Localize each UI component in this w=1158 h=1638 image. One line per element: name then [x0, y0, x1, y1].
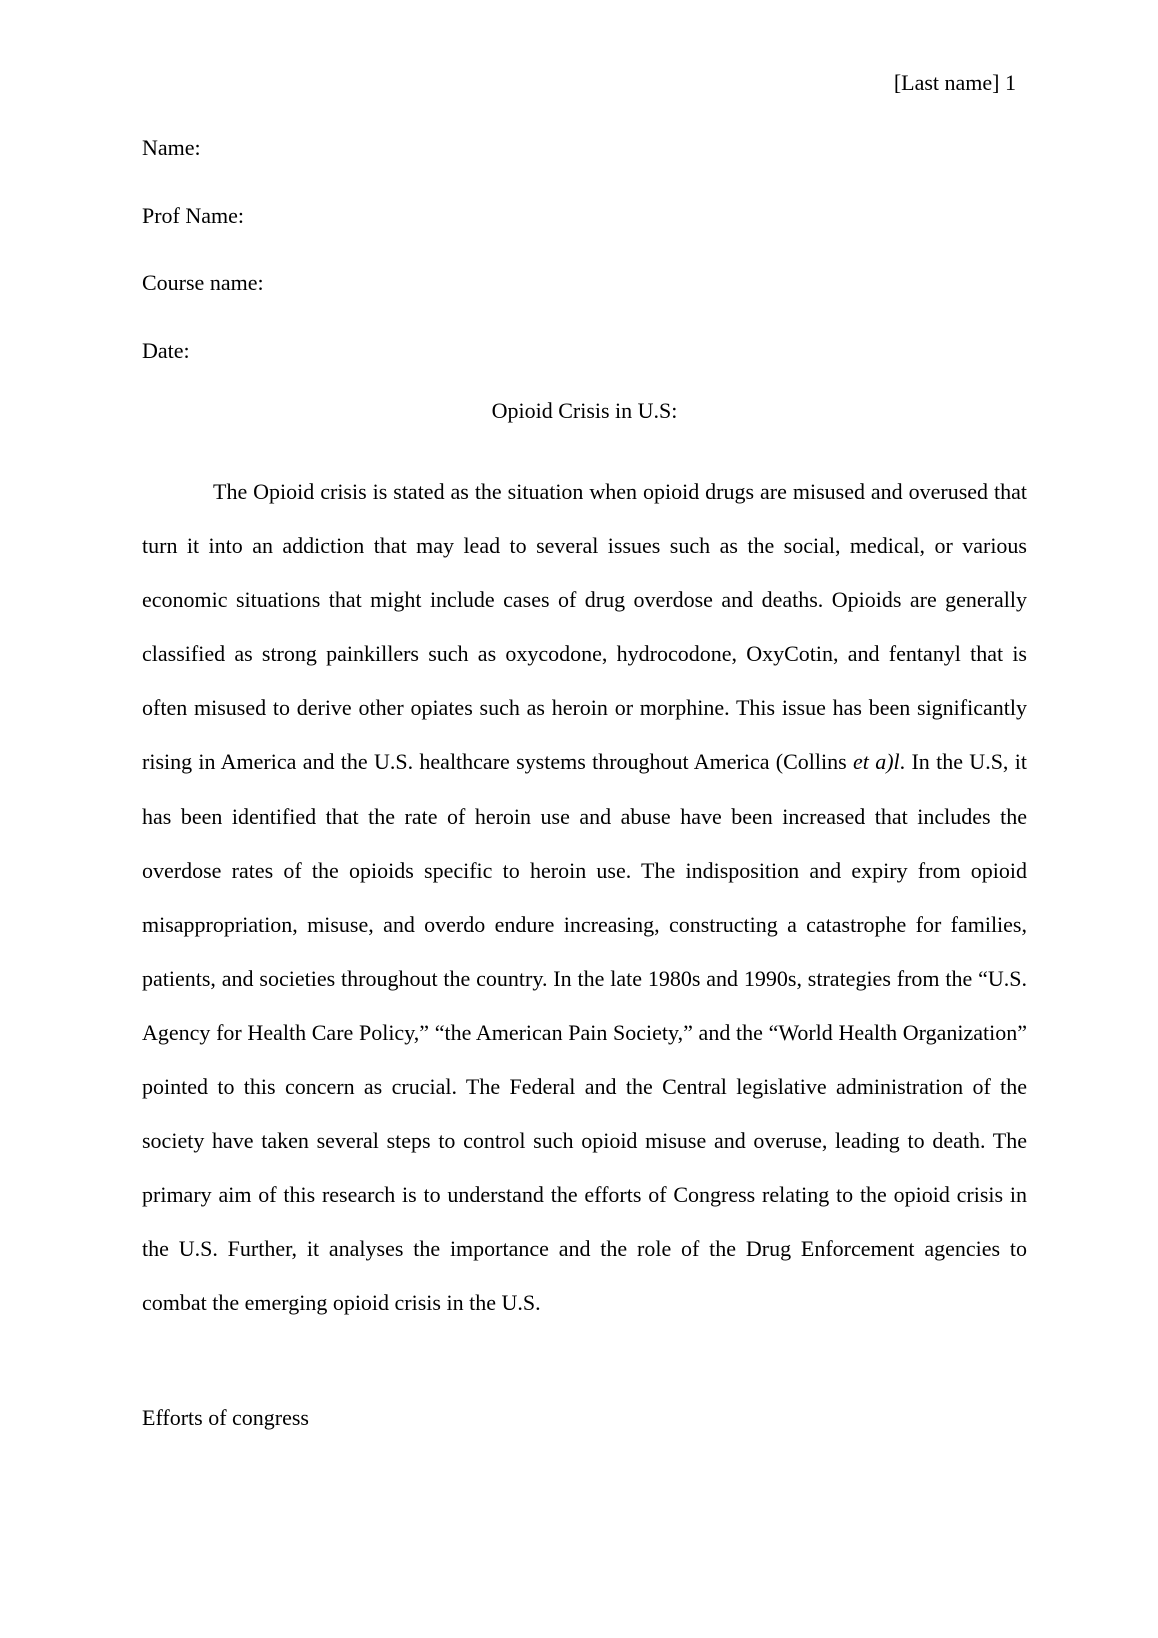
- paragraph-text-part1: The Opioid crisis is stated as the situation when opioid drugs are misused and overused that turn it into an addiction that may lead to several issues such as the social, medical, or various economic situations that might include cases of drug overdose and deaths. Opioids are generally classified as strong painkillers such as oxycodone, hydrocodone, OxyCotin, and fentanyl that is often misused to derive other opiates such as heroin or morphine. This issue has been significantly rising in America and the U.S. healthcare systems throughout America (Collins: [142, 479, 1027, 775]
- paragraph-text-part2: . In the U.S, it has been identified that the rate of heroin use and abuse have been increased that includes the overdose rates of the opioids specific to heroin use. The indisposition and expiry from opioid misappropriation, misuse, and overdo endure increasing, constructing a catastrophe for families, patients, and societies throughout the country. In the late 1980s and 1990s, strategies from the “U.S. Agency for Health Care Policy,” “the American Pain Society,” and the “World Health Organization” pointed to this concern as crucial. The Federal and the Central legislative administration of the society have taken several steps to control such opioid misuse and overuse, leading to death. The primary aim of this research is to understand the efforts of Congress relating to the opioid crisis in the U.S. Further, it analyses the importance and the role of the Drug Enforcement agencies to combat the emerging opioid crisis in the U.S.: [142, 749, 1027, 1316]
- running-head: [Last name] 1: [893, 70, 1016, 95]
- section-heading: Efforts of congress: [142, 1405, 309, 1430]
- name-field: Name:: [142, 135, 201, 160]
- citation-italic: et a)l: [853, 749, 900, 775]
- body-paragraph: [142, 465, 1027, 1331]
- date-field: Date:: [142, 338, 190, 363]
- document-title: Opioid Crisis in U.S:: [491, 398, 678, 423]
- course-name-field: Course name:: [142, 270, 264, 295]
- prof-name-field: Prof Name:: [142, 203, 245, 228]
